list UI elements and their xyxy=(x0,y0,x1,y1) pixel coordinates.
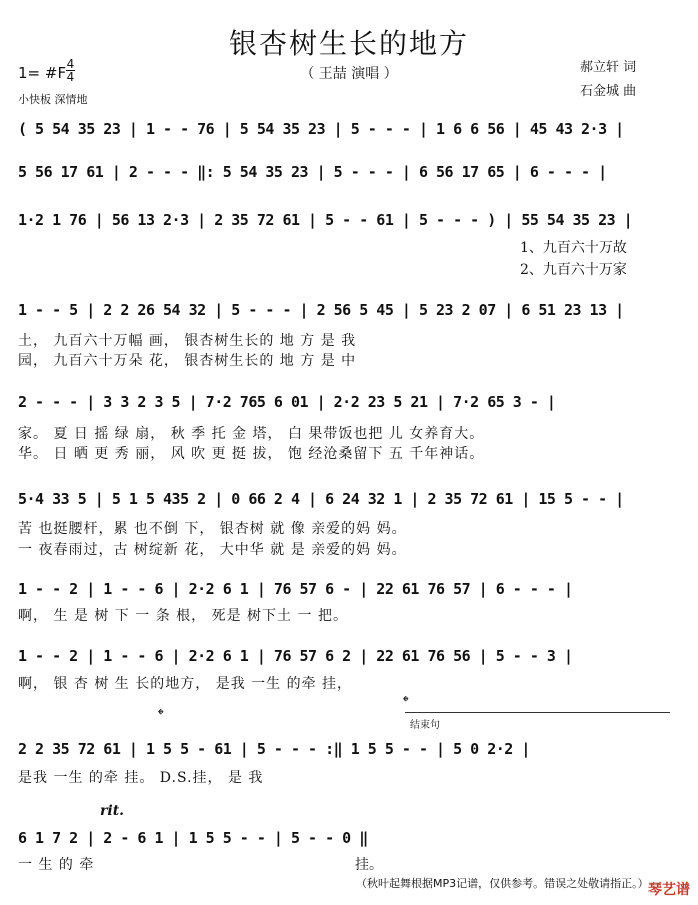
tempo-marking: 小快板 深情地 xyxy=(18,93,88,106)
lyric-row-5-verse-2: 华。 日 晒 更 秀 丽， 风 吹 更 挺 拔， 饱 经沧桑留下 五 千年神话。 xyxy=(18,446,485,462)
lyricist-credit: 郝立轩 词 xyxy=(580,60,637,75)
notation-row-1: ( 5 54 35 23 | 1 - - 76 | 5 54 35 23 | 5 - - - | 1 6 6 56 | 45 43 2·3 | xyxy=(18,120,624,138)
song-title: 银杏树生长的地方 xyxy=(228,27,469,60)
notation-row-7: 1 - - 2 | 1 - - 6 | 2·2 6 1 | 76 57 6 - | 22 61 76 57 | 6 - - - | xyxy=(18,580,573,598)
lyric-row-3-verse-1: 1、九百六十万故 xyxy=(520,240,627,256)
lyric-row-10-end: 挂。 xyxy=(355,857,383,873)
transcriber-footnote: （秋叶起舞根据MP3记谱，仅供参考。错误之处敬请指正。） xyxy=(356,877,649,890)
lyric-row-9: 是我 一生 的牵 挂。 D.S.挂， 是 我 xyxy=(18,770,264,786)
notation-row-3: 1·2 1 76 | 56 13 2·3 | 2 35 72 61 | 5 - - 61 | 5 - - - ) | 55 54 35 23 | xyxy=(18,211,633,229)
lyric-row-6-verse-2: 一 夜春雨过，古 树绽新 花， 大中华 就 是 亲爱的妈 妈。 xyxy=(18,542,407,558)
notation-row-9: 2 2 35 72 61 | 1 5 5 - 61 | 5 - - - :‖ 1 5 5 - - | 5 0 2·2 | xyxy=(18,740,530,758)
notation-row-8: 1 - - 2 | 1 - - 6 | 2·2 6 1 | 76 57 6 2 | 22 61 76 56 | 5 - - 3 | xyxy=(18,647,573,665)
key-signature: 1= #F xyxy=(18,64,67,82)
notation-row-4: 1 - - 5 | 2 2 26 54 32 | 5 - - - | 2 56 5 45 | 5 23 2 07 | 6 51 23 13 | xyxy=(18,301,624,319)
ending-label: 结束句 xyxy=(410,720,440,731)
time-signature xyxy=(66,58,75,83)
notation-row-10: 6 1 7 2 | 2 - 6 1 | 1 5 5 - - | 5 - - 0 ‖ xyxy=(18,829,368,847)
singer-credit: （ 王喆 演唱 ） xyxy=(300,66,398,82)
lyric-row-7: 啊， 生 是 树 下 一 条 根， 死是 树下土 一 把。 xyxy=(18,608,348,624)
composer-credit: 石金城 曲 xyxy=(580,84,637,99)
coda-mark-2: 𝄌 xyxy=(403,692,409,711)
lyric-row-5-verse-1: 家。 夏 日 摇 绿 扇， 秋 季 托 金 塔， 白 果带饭也把 儿 女养育大。 xyxy=(18,426,485,442)
ending-bracket xyxy=(405,712,670,713)
coda-mark-1: 𝄌 xyxy=(158,705,164,724)
brand-logo: 琴艺谱 xyxy=(648,882,690,898)
lyric-row-10: 一 生 的 牵 xyxy=(18,857,95,873)
lyric-row-4-verse-2: 园， 九百六十万朵 花， 银杏树生长的 地 方 是 中 xyxy=(18,353,357,369)
ritardando-mark: rit. xyxy=(100,803,125,819)
notation-row-2: 5 56 17 61 | 2 - - - ‖: 5 54 35 23 | 5 - - - | 6 56 17 65 | 6 - - - | xyxy=(18,163,607,181)
lyric-row-8: 啊， 银 杏 树 生 长的地方， 是我 一生 的牵 挂， xyxy=(18,676,353,692)
notation-row-6: 5·4 33 5 | 5 1 5 435 2 | 0 66 2 4 | 6 24 32 1 | 2 35 72 61 | 15 5 - - | xyxy=(18,490,624,508)
lyric-row-6-verse-1: 苦 也挺腰杆，累 也不倒 下， 银杏树 就 像 亲爱的妈 妈。 xyxy=(18,521,407,537)
notation-row-5: 2 - - - | 3 3 2 3 5 | 7·2 765 6 01 | 2·2 23 5 21 | 7·2 65 3 - | xyxy=(18,393,556,411)
time-top: 4 xyxy=(66,57,75,71)
lyric-row-3-verse-2: 2、九百六十万家 xyxy=(520,262,627,278)
lyric-row-4-verse-1: 土， 九百六十万幅 画， 银杏树生长的 地 方 是 我 xyxy=(18,333,357,349)
time-bottom: 4 xyxy=(66,70,75,84)
